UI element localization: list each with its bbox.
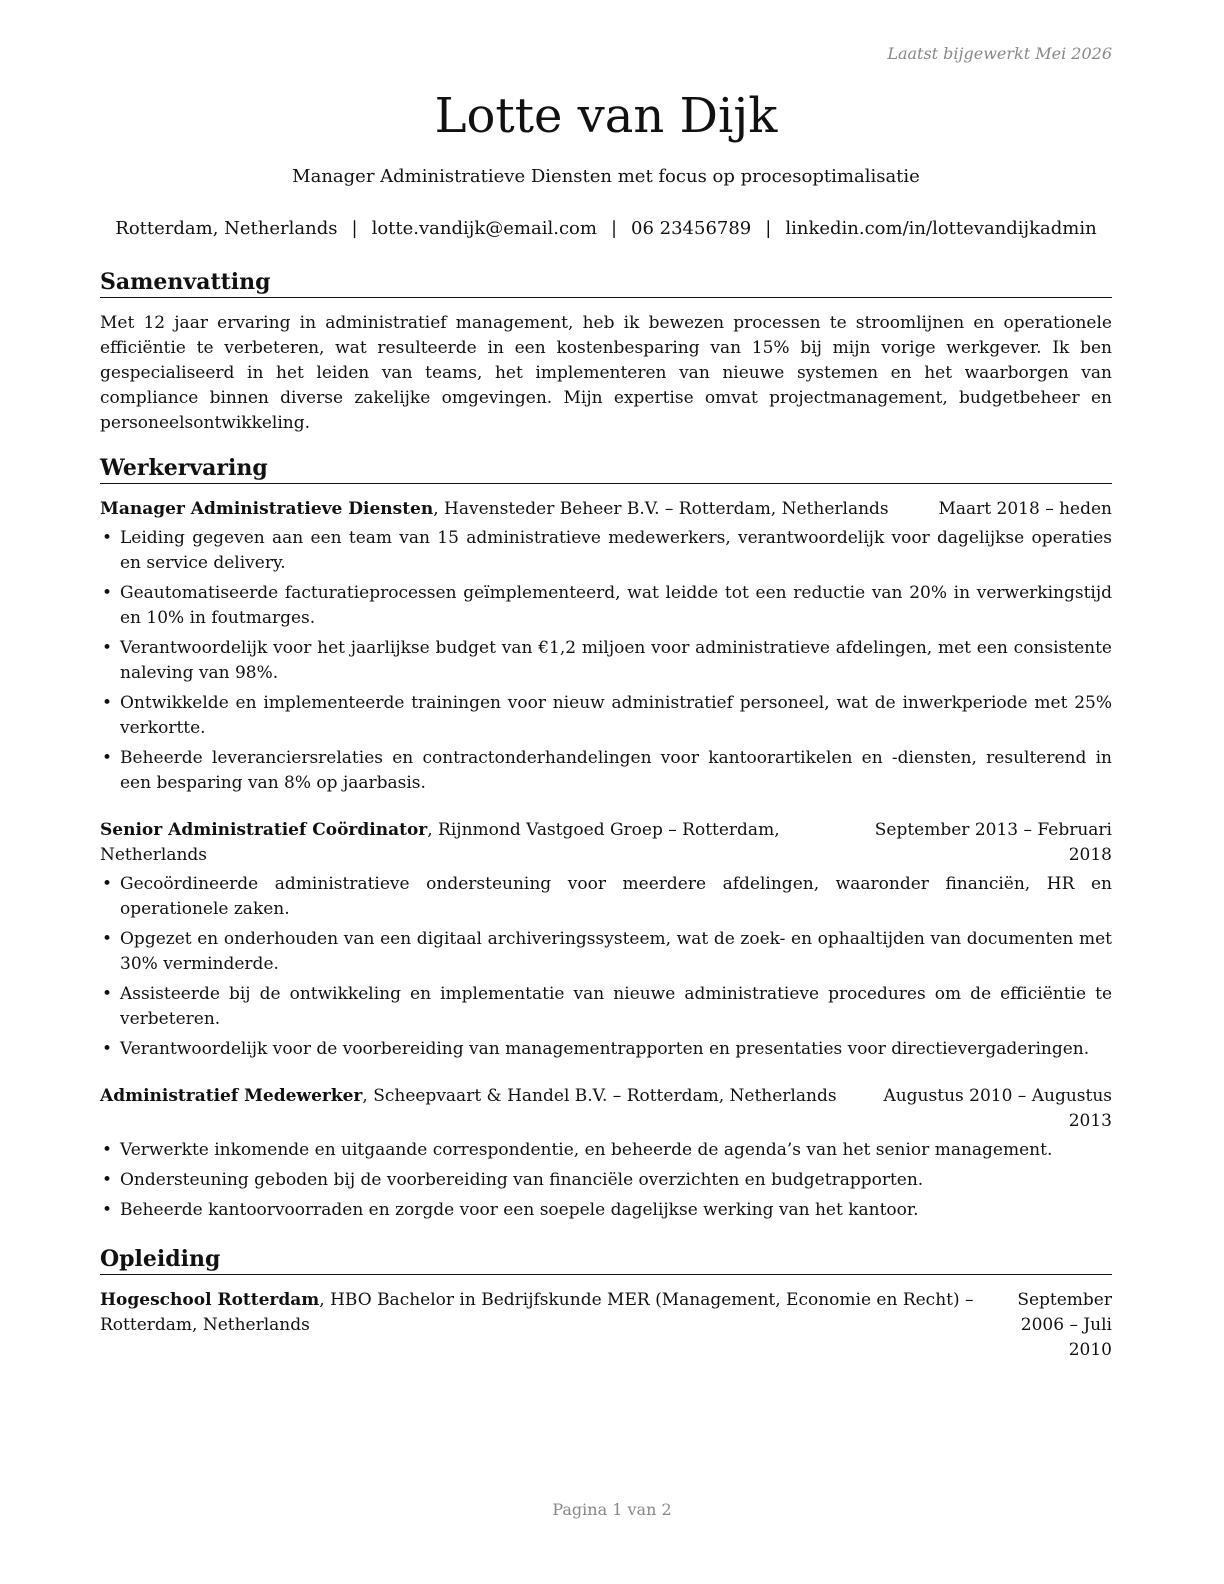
job-header	[100, 1084, 1112, 1134]
education-school: Hogeschool Rotterdam	[100, 1290, 320, 1310]
job-bullet: • Leiding gegeven aan een team van 15 administratieve medewerkers, verantwoordelijk voor dagelijkse operaties en service delivery.	[100, 526, 1112, 576]
job-dates: Maart 2018 – heden	[938, 499, 1112, 519]
experience-heading: Werkervaring	[100, 454, 1112, 484]
job-bullet: • Ondersteuning geboden bij de voorbereiding van financiële overzichten en budgetrapporten.	[100, 1168, 1112, 1193]
job-bullets	[100, 1138, 1112, 1223]
job-header	[100, 818, 1112, 868]
contact-separator: |	[610, 218, 618, 239]
job-title-line	[100, 1084, 860, 1109]
job-organization: , Rijnmond Vastgoed Groep – Rotterdam, Netherlands	[100, 820, 780, 865]
job-bullet: • Geautomatiseerde facturatieprocessen geïmplementeerd, wat leidde tot een reductie van 20% in verwerkingstijd en 10% in foutmarges.	[100, 581, 1112, 631]
job-title: Senior Administratief Coördinator	[100, 820, 428, 840]
job-bullet: • Verwerkte inkomende en uitgaande correspondentie, en beheerde de agenda’s van het senior management.	[100, 1138, 1112, 1163]
candidate-headline: Manager Administratieve Diensten met focus op procesoptimalisatie	[292, 166, 920, 187]
job-dates: September 2013 – Februari 2018	[874, 820, 1112, 865]
job-bullet: • Gecoördineerde administratieve ondersteuning voor meerdere afdelingen, waaronder financiën, HR en operationele zaken.	[100, 872, 1112, 922]
job-bullets	[100, 872, 1112, 1062]
last-updated: Laatst bijgewerkt Mei 2026	[887, 44, 1112, 63]
page-number: Pagina 1 van 2	[552, 1500, 672, 1519]
education-degree: , HBO Bachelor in Bedrijfskunde MER (Management, Economie en Recht) – Rotterdam, Netherlands	[100, 1290, 974, 1335]
resume-content	[100, 268, 1112, 1363]
job-entry	[100, 497, 1112, 796]
job-entry	[100, 1084, 1112, 1223]
education-heading: Opleiding	[100, 1245, 1112, 1275]
contact-separator: |	[351, 218, 358, 239]
job-bullet: • Assisteerde bij de ontwikkeling en implementatie van nieuwe administratieve procedures om de efficiëntie te verbeteren.	[100, 982, 1112, 1032]
summary-text: Met 12 jaar ervaring in administratief management, heb ik bewezen processen te stroomlijnen en operationele efficiëntie te verbeteren, wat resulteerde in een kostenbesparing van 15% bij mijn vorige werkgever. Ik ben gespecialiseerd in het leiden van teams, het implementeren van nieuwe systemen en het waarborgen van compliance binnen diverse zakelijke omgevingen. Mijn expertise omvat projectmanagement, budgetbeheer en personeelsontwikkeling.	[100, 313, 1112, 433]
job-bullets	[100, 526, 1112, 796]
contact-email[interactable]: lotte.vandijk@email.com	[371, 218, 597, 239]
contact-location: Rotterdam, Netherlands	[115, 218, 338, 239]
contact-separator: |	[765, 218, 772, 239]
job-organization: , Havensteder Beheer B.V. – Rotterdam, Netherlands	[433, 499, 889, 519]
education-details	[100, 1288, 980, 1338]
education-entry	[100, 1288, 1112, 1363]
contact-phone: 06 23456789	[631, 218, 752, 239]
job-bullet: • Beheerde leveranciersrelaties en contractonderhandelingen voor kantoorartikelen en -diensten, resulterend in een besparing van 8% op jaarbasis.	[100, 746, 1112, 796]
job-bullet: • Opgezet en onderhouden van een digitaal archiveringssysteem, wat de zoek- en ophaaltijden van documenten met 30% verminderde.	[100, 927, 1112, 977]
job-header	[100, 497, 1112, 522]
candidate-name: Lotte van Dijk	[434, 88, 778, 144]
education-dates: September 2006 – Juli 2010	[1017, 1290, 1112, 1360]
job-bullet: • Beheerde kantoorvoorraden en zorgde voor een soepele dagelijkse werking van het kantoor.	[100, 1198, 1112, 1223]
job-title: Manager Administratieve Diensten	[100, 499, 434, 519]
job-title-line	[100, 818, 860, 868]
job-dates: Augustus 2010 – Augustus 2013	[883, 1086, 1112, 1131]
job-bullet: • Ontwikkelde en implementeerde trainingen voor nieuw administratief personeel, wat de inwerkperiode met 25% verkortte.	[100, 691, 1112, 741]
job-bullet: • Verantwoordelijk voor de voorbereiding van managementrapporten en presentaties voor directievergaderingen.	[100, 1037, 1112, 1062]
job-organization: , Scheepvaart & Handel B.V. – Rotterdam, Netherlands	[362, 1086, 837, 1106]
contact-line	[100, 218, 1112, 239]
job-bullet: • Verantwoordelijk voor het jaarlijkse budget van €1,2 miljoen voor administratieve afdelingen, met een consistente naleving van 98%.	[100, 636, 1112, 686]
contact-linkedin[interactable]: linkedin.com/in/lottevandijkadmin	[785, 218, 1097, 239]
job-entry	[100, 818, 1112, 1062]
job-title: Administratief Medewerker	[100, 1086, 363, 1106]
summary-heading: Samenvatting	[100, 268, 1112, 298]
job-title-line	[100, 497, 926, 522]
